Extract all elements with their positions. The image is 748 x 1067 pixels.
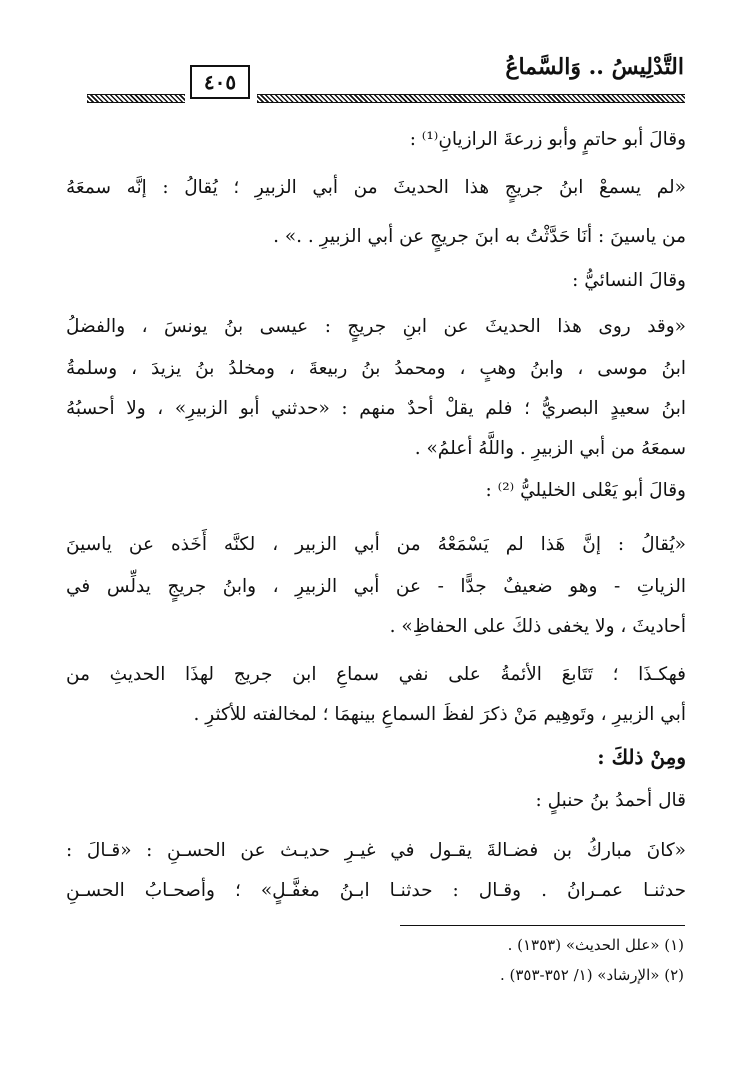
header-rule-right — [257, 94, 685, 103]
header-rule-left — [87, 94, 185, 103]
text-line: ابنُ سعيدٍ البصريُّ ؛ فلم يقلْ أحدٌ منهم : «حدثني أبو الزبيرِ» ، ولا أحسبُهُ — [66, 398, 686, 419]
text-line: ابنُ موسى ، وابنُ وهبٍ ، ومحمدُ بنُ ربيعةَ ، ومخلدُ بنُ يزيدَ ، وسلمةُ — [66, 358, 686, 379]
text-line: من ياسينَ : أنَا حَدَّثْتُ به ابنَ جريجٍ عن أبي الزبيرِ . .» . — [273, 226, 686, 247]
text-line: وقالَ النسائيُّ : — [572, 270, 686, 291]
text-line: أبي الزبيرِ ، وتَوهِيم مَنْ ذكرَ لفظَ السماعِ بينهمَا ؛ لمخالفته للأكثرِ . — [193, 704, 686, 725]
page-number: ٤٠٥ — [190, 65, 250, 99]
footnote-divider — [400, 925, 685, 926]
text-line: وقالَ أبو يَعْلى الخليليُّ ⁽²⁾ : — [485, 480, 686, 501]
footnote: (٢) «الإرشاد» (١/ ٣٥٢-٣٥٣) . — [499, 966, 684, 984]
section-heading: ومِنْ ذلكَ : — [597, 745, 686, 769]
text-line: «وقد روى هذا الحديثَ عن ابنِ جريجٍ : عيسى بنُ يونسَ ، والفضلُ — [66, 316, 686, 337]
text-line: «يُقالُ : إنَّ هَذا لم يَسْمَعْهُ من أبي الزبير ، لكنَّه أَخَذه عن ياسينَ — [66, 534, 686, 555]
text-line: «لم يسمعْ ابنُ جريجٍ هذا الحديثَ من أبي الزبيرِ ؛ يُقالُ : إنَّه سمعَهُ — [66, 177, 686, 198]
text-line: فهكـذَا ؛ تَتَابعَ الأئمةُ على نفي سماعِ ابن جريج لهذَا الحديثِ من — [66, 664, 686, 685]
text-line: حدثنـا عمـرانُ . وقـال : حدثنـا ابـنُ مغفَّـلٍ» ؛ وأصحـابُ الحسـنِ — [66, 880, 686, 901]
text-line: الزياتِ - وهو ضعيفٌ جدًّا - عن أبي الزبيرِ ، وابنُ جريجٍ يدلِّس في — [66, 576, 686, 597]
text-line: سمعَهُ من أبي الزبيرِ . واللَّهُ أعلمُ» . — [414, 438, 686, 459]
text-line: قال أحمدُ بنُ حنبلٍ : — [535, 790, 686, 811]
text-line: «كانَ مباركُ بن فضـالةَ يقـول في غيـرِ حديـث عن الحسـنِ : «قـالَ : — [66, 840, 686, 861]
running-title: التَّدْلِيسُ .. وَالسَّماعُ — [505, 54, 684, 80]
footnote: (١) «علل الحديث» (١٣٥٣) . — [507, 936, 684, 954]
text-line: أحاديثَ ، ولا يخفى ذلكَ على الحفاظِ» . — [389, 616, 686, 637]
text-line: وقالَ أبو حاتمٍ وأبو زرعةَ الرازيانِ⁽¹⁾ : — [409, 129, 686, 150]
